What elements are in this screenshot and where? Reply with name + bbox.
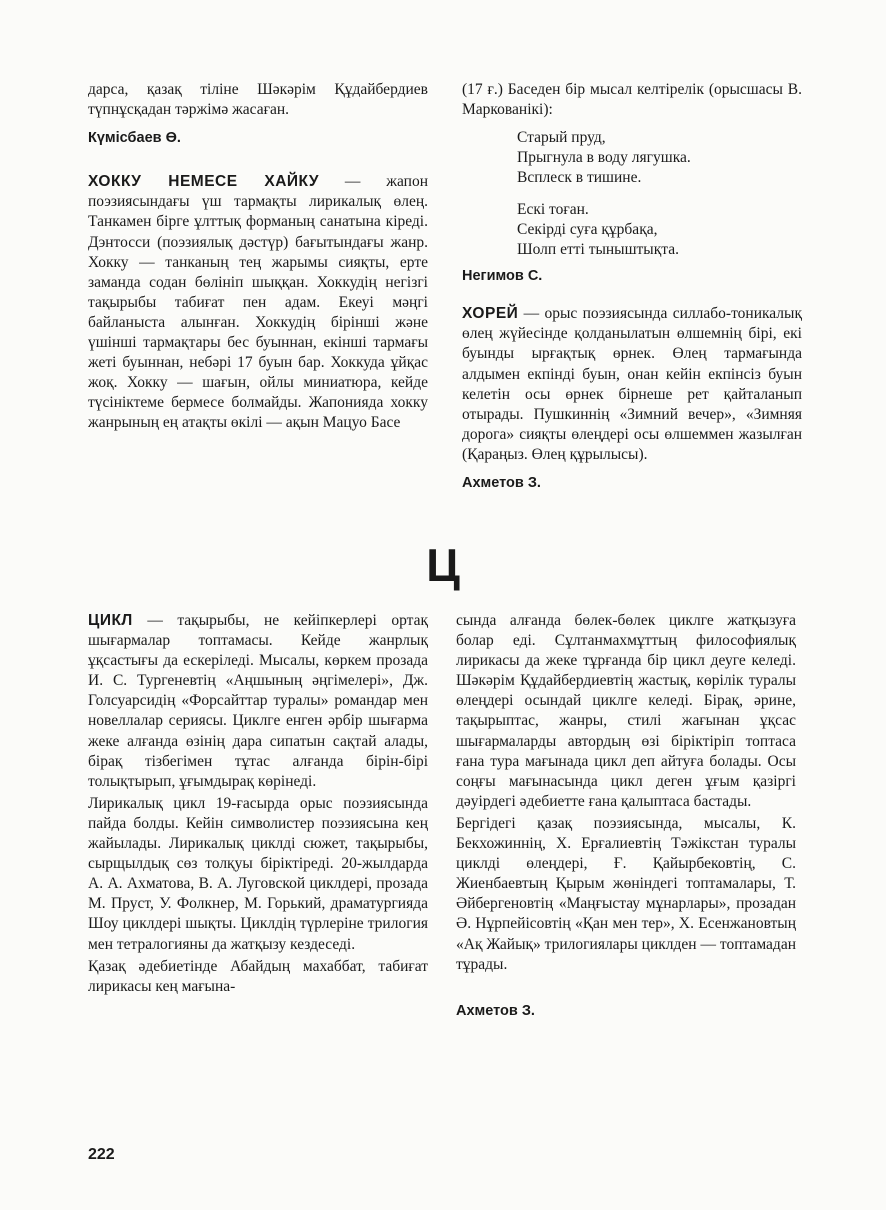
entry-body: — тақырыбы, не кейіпкерлері ортақ шығармалар топтамасы. Кейде жанрлық ұқсастығы да ескеріледі. Мысалы, көркем прозада И. С. Тургеневтің «Аңшының әңгімелері», Дж. Голсуарсидің «Форсайттар туралы» романдар мен новеллалар сериясы. Циклге енген әрбір шығарма жеке алғанда өзінің дара сипатын сақтай алады, бірақ тізбегімен тұтас алғанда бірін-бірі толықтырып, ұғымдырақ көрінеді. [88,612,428,790]
verse-kazakh [517,200,802,260]
verse-line: Всплеск в тишине. [517,169,642,187]
continuation-text: дарса, қазақ тіліне Шәкәрім Құдайбердиев түпнұсқадан тәржімә жасаған. [88,81,428,119]
verse-line: Старый пруд, [517,129,606,147]
entry-khorei [462,304,802,465]
paragraph: Лирикалық цикл 19-ғасырда орыс поэзиясында пайда болды. Кейін символистер поэзиясына кең жайылады. Лирикалық циклді сюжет, тақырыбы, сырщылдық сөз толқуы біріктіреді. 20-жылдарда А. А. Ахматова, В. А. Луговской циклдері, прозада М. Пруст, У. Фолкнер, М. Горький, драматургияда Шоу циклдері шықты. Циклдің түрлеріне трилогия мен тетралогияны да жатқызу кездеседі. [88,794,428,953]
entry-body: — жапон поэзиясындағы үш тармақты лирикалық өлең. Танкамен бірге ұлттық форманың санатына кіреді. Дэнтосси (поэзиялық дәстүр) бағытындағы жанр. Хокку — танканың тең жарымы сияқты, ерте заманда содан бөлініп шыққан. Хоккудің негізгі тақырыбы табиғат пен адам. Екеуі мәңгі байланыста алынған. Хоккудің бірінші және үшінші тармақтары бес буыннан, екінші тармағы жеті буыннан, небәрі 17 буын бар. Хоккуда ұйқас жоқ. Хокку — шағын, ойлы миниатюра, кейде түсініктеме бермесе болмайды. Жапонияда хокку жанрының ең атақты өкілі — ақын Мацуо Басе [88,173,428,432]
bottom-left-column [88,611,428,997]
entry-headword: ЦИКЛ [88,612,133,629]
paragraph: сында алғанда бөлек-бөлек циклге жатқызуға болар еді. Сұлтанмахмұттың философиялық лирикасы да жеке тұрғанда бір цикл деуге келеді. Шәкәрім Құдайбердиевтің жастық, көрілік туралы өлеңдері осындай циклге келеді. Бірақ, әрине, тақырыптас, жанры, стилі жағынан ұқсас шығармаларды автордың өзі біріктіріп топтаса ғана тура мағынада цикл деп айтуға болады. Осы соңғы мағынасында цикл деген ұғым қазіргі дәуірдегі әдебиетте ғана қалыптаса бастады. [456,612,796,810]
author-signature: Негимов С. [462,268,543,285]
verse-russian [517,128,802,188]
top-right-column [462,80,802,493]
entry-tsikl [88,611,428,792]
author-signature: Ахметов З. [462,475,541,492]
verse-line: Ескі тоған. [517,201,589,219]
entry-headword: ХОККУ НЕМЕСЕ ХАЙКУ [88,173,320,191]
entry-headword: ХОРЕЙ [462,305,519,323]
paragraph: Бергідегі қазақ поэзиясында, мысалы, К. Бекхожиннің, Х. Ерғалиевтің Тәжікстан туралы циклді өлеңдері, Ғ. Қайырбековтің, С. Жиенбаевтың Қырым жөніндегі топтамалары, Т. Әйбергеновтің «Маңғыстау мұнарлары», прозадан Ә. Нұрпейісовтің «Қан мен тер», Х. Есенжановтың «Ақ Жайық» трилогиялары циклден — топтамадан тұрады. [456,814,796,973]
paragraph: Қазақ әдебиетінде Абайдың махаббат, табиғат лирикасы кең мағына- [88,957,428,995]
continuation-text: (17 ғ.) Баседен бір мысал келтірелік (орысшасы В. Маркованікі): [462,81,802,119]
verse-line: Секірді суға құрбақа, [517,221,658,239]
author-signature: Ахметов З. [456,1002,535,1019]
bottom-right-column [456,611,796,1021]
entry-body: — орыс поэзиясында силлабо-тоникалық өлең жүйесінде қолданылатын өлшемнің бірі, екі буынды ырғақтық өрнек. Өлең тармағында алдымен екпінді буын, онан кейін екпінсіз буын келетін осы өрнек бірнеше рет қайталанып отырады. Пушкиннің «Зимний вечер», «Зимняя дорога» сияқты өлеңдері осы өлшеммен жазылған (Қараңыз. Өлең құрылысы). [462,305,802,463]
author-signature: Күмісбаев Ө. [88,130,181,147]
page-number: 222 [88,1146,115,1163]
verse-line: Шолп етті тыныштықта. [517,241,679,259]
section-letter: Ц [426,539,460,591]
top-left-column [88,80,428,434]
entry-hokku [88,172,428,433]
verse-line: Прыгнула в воду лягушка. [517,149,691,167]
